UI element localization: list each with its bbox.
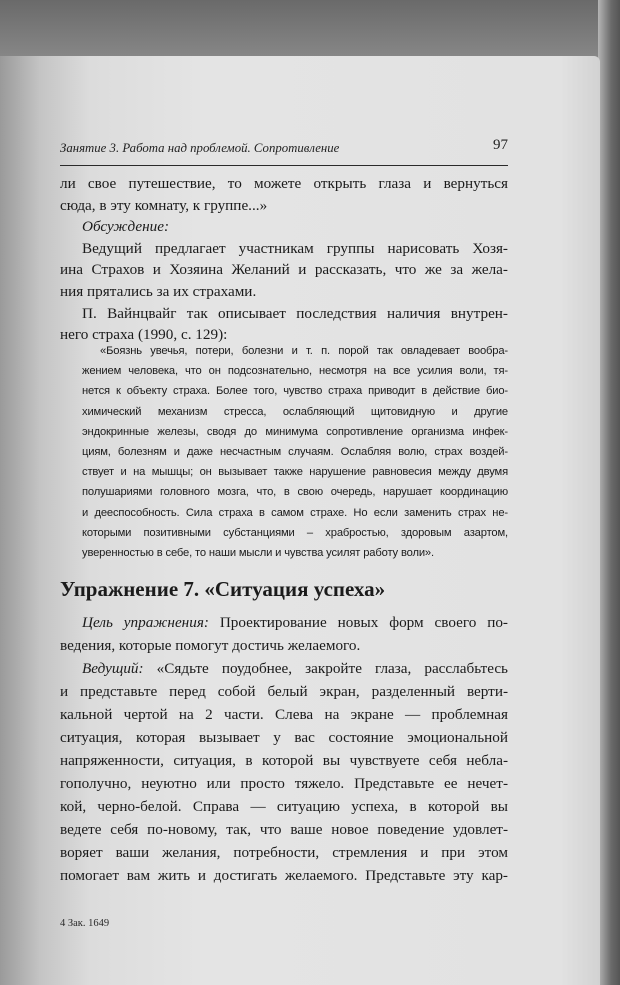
line-label: Ведущий:	[82, 660, 144, 677]
line-text: него страха (1990, с. 129):	[60, 326, 228, 344]
text-line	[82, 462, 508, 482]
text-line	[60, 216, 508, 238]
line-text: ведете себя по-новому, так, что ваше новое поведение удовлет-	[60, 821, 508, 838]
line-text: ния прятались за их страхами.	[60, 283, 257, 300]
text-line	[60, 635, 508, 657]
line-text: напряженности, ситуация, в которой вы чувствуете себя небла-	[60, 752, 508, 769]
text-line	[82, 503, 508, 523]
text-line	[60, 819, 508, 841]
text-line	[82, 482, 508, 502]
text-line	[82, 381, 508, 401]
running-header	[60, 139, 508, 166]
text-line	[82, 341, 508, 361]
line-text: помогает вам жить и достигать желаемого. Представьте эту кар-	[60, 867, 508, 884]
text-line	[60, 865, 508, 887]
line-text: кальной чертой на 2 части. Слева на экране — проблемная	[60, 706, 508, 723]
text-line	[82, 543, 508, 563]
running-title: Занятие 3. Работа над проблемой. Сопротивление	[60, 141, 340, 155]
text-line	[60, 750, 508, 772]
line-label: Цель упражнения:	[82, 614, 209, 631]
text-line	[82, 442, 508, 462]
text-line	[82, 523, 508, 543]
text-line	[60, 303, 508, 325]
text-line	[82, 422, 508, 442]
text-line	[60, 727, 508, 749]
text-line	[60, 195, 508, 217]
line-text: эндокринные железы, сводя до минимума сопротивление организма инфек-	[82, 425, 508, 438]
text-line	[60, 658, 508, 680]
page-number: 97	[493, 137, 508, 153]
line-text: ствует и на мышцы; он вызывает также нарушение равновесия между двумя	[82, 466, 508, 479]
text-line	[60, 612, 508, 634]
text-line	[60, 681, 508, 703]
line-text: воряет ваши желания, потребности, стремления и при этом	[60, 844, 508, 861]
line-text: гополучно, неуютно или просто тяжело. Представьте ее нечет-	[60, 775, 508, 792]
footer-signature: 4 Зак. 1649	[60, 918, 110, 929]
line-text: уверенностью в себе, то наши мысли и чувства усилят работу воли».	[82, 547, 434, 559]
line-text: и дееспособность. Сила страха в самом страхе. Но если заменить страх не-	[82, 506, 508, 519]
line-text: которыми позитивными субстанциями – храбростью, здоровым азартом,	[82, 526, 508, 539]
text-line	[60, 704, 508, 726]
text-line	[82, 402, 508, 422]
line-text: нется к объекту страха. Более того, чувство страха приводит в действие био-	[82, 385, 508, 398]
text-line	[60, 173, 508, 195]
text-line	[60, 238, 508, 260]
scan-background-right	[598, 0, 620, 985]
line-text: ведения, которые помогут достичь желаемого.	[60, 637, 361, 654]
line-text: жением человека, что он подсознательно, несмотря на все усилия воли, тя-	[82, 365, 508, 378]
line-text: циям, болезням и даже несчастным случаям. Ослабляя волю, страх воздей-	[82, 446, 508, 458]
text-line	[60, 281, 508, 303]
line-text: Ведущий предлагает участникам группы нарисовать Хозя-	[82, 239, 508, 257]
exercise-heading: Упражнение 7. «Ситуация успеха»	[60, 577, 386, 601]
line-text: П. Вайнцвайг так описывает последствия наличия внутрен-	[82, 304, 508, 322]
line-text: и представьте перед собой белый экран, разделенный верти-	[60, 683, 508, 700]
line-text: полушариями головного мозга, что, в свою очередь, нарушает координацию	[82, 486, 508, 499]
line-text: ина Страхов и Хозяина Желаний и рассказать, что же за жела-	[60, 261, 508, 279]
line-text: сюда, в эту комнату, к группе...»	[60, 196, 268, 214]
text-line	[60, 796, 508, 818]
line-text: «Сядьте поудобнее, закройте глаза, расслабьтесь	[143, 660, 508, 677]
line-text: химический механизм стресса, ослабляющий щитовидную и другие	[82, 405, 508, 418]
text-line	[82, 361, 508, 381]
line-text: кой, черно-белой. Справа — ситуацию успеха, в которой вы	[60, 798, 508, 815]
text-line	[60, 773, 508, 795]
line-text: Обсуждение:	[82, 218, 170, 236]
scan-background-top	[0, 0, 620, 64]
text-line	[60, 259, 508, 281]
line-text: ли свое путешествие, то можете открыть глаза и вернуться	[60, 175, 508, 192]
line-text: ситуация, которая вызывает у вас состояние эмоциональной	[60, 729, 508, 746]
line-text: Проектирование новых форм своего по-	[208, 614, 508, 631]
text-line	[60, 842, 508, 864]
line-text: «Боязнь увечья, потери, болезни и т. п. порой так овладевает вообра-	[100, 345, 508, 357]
